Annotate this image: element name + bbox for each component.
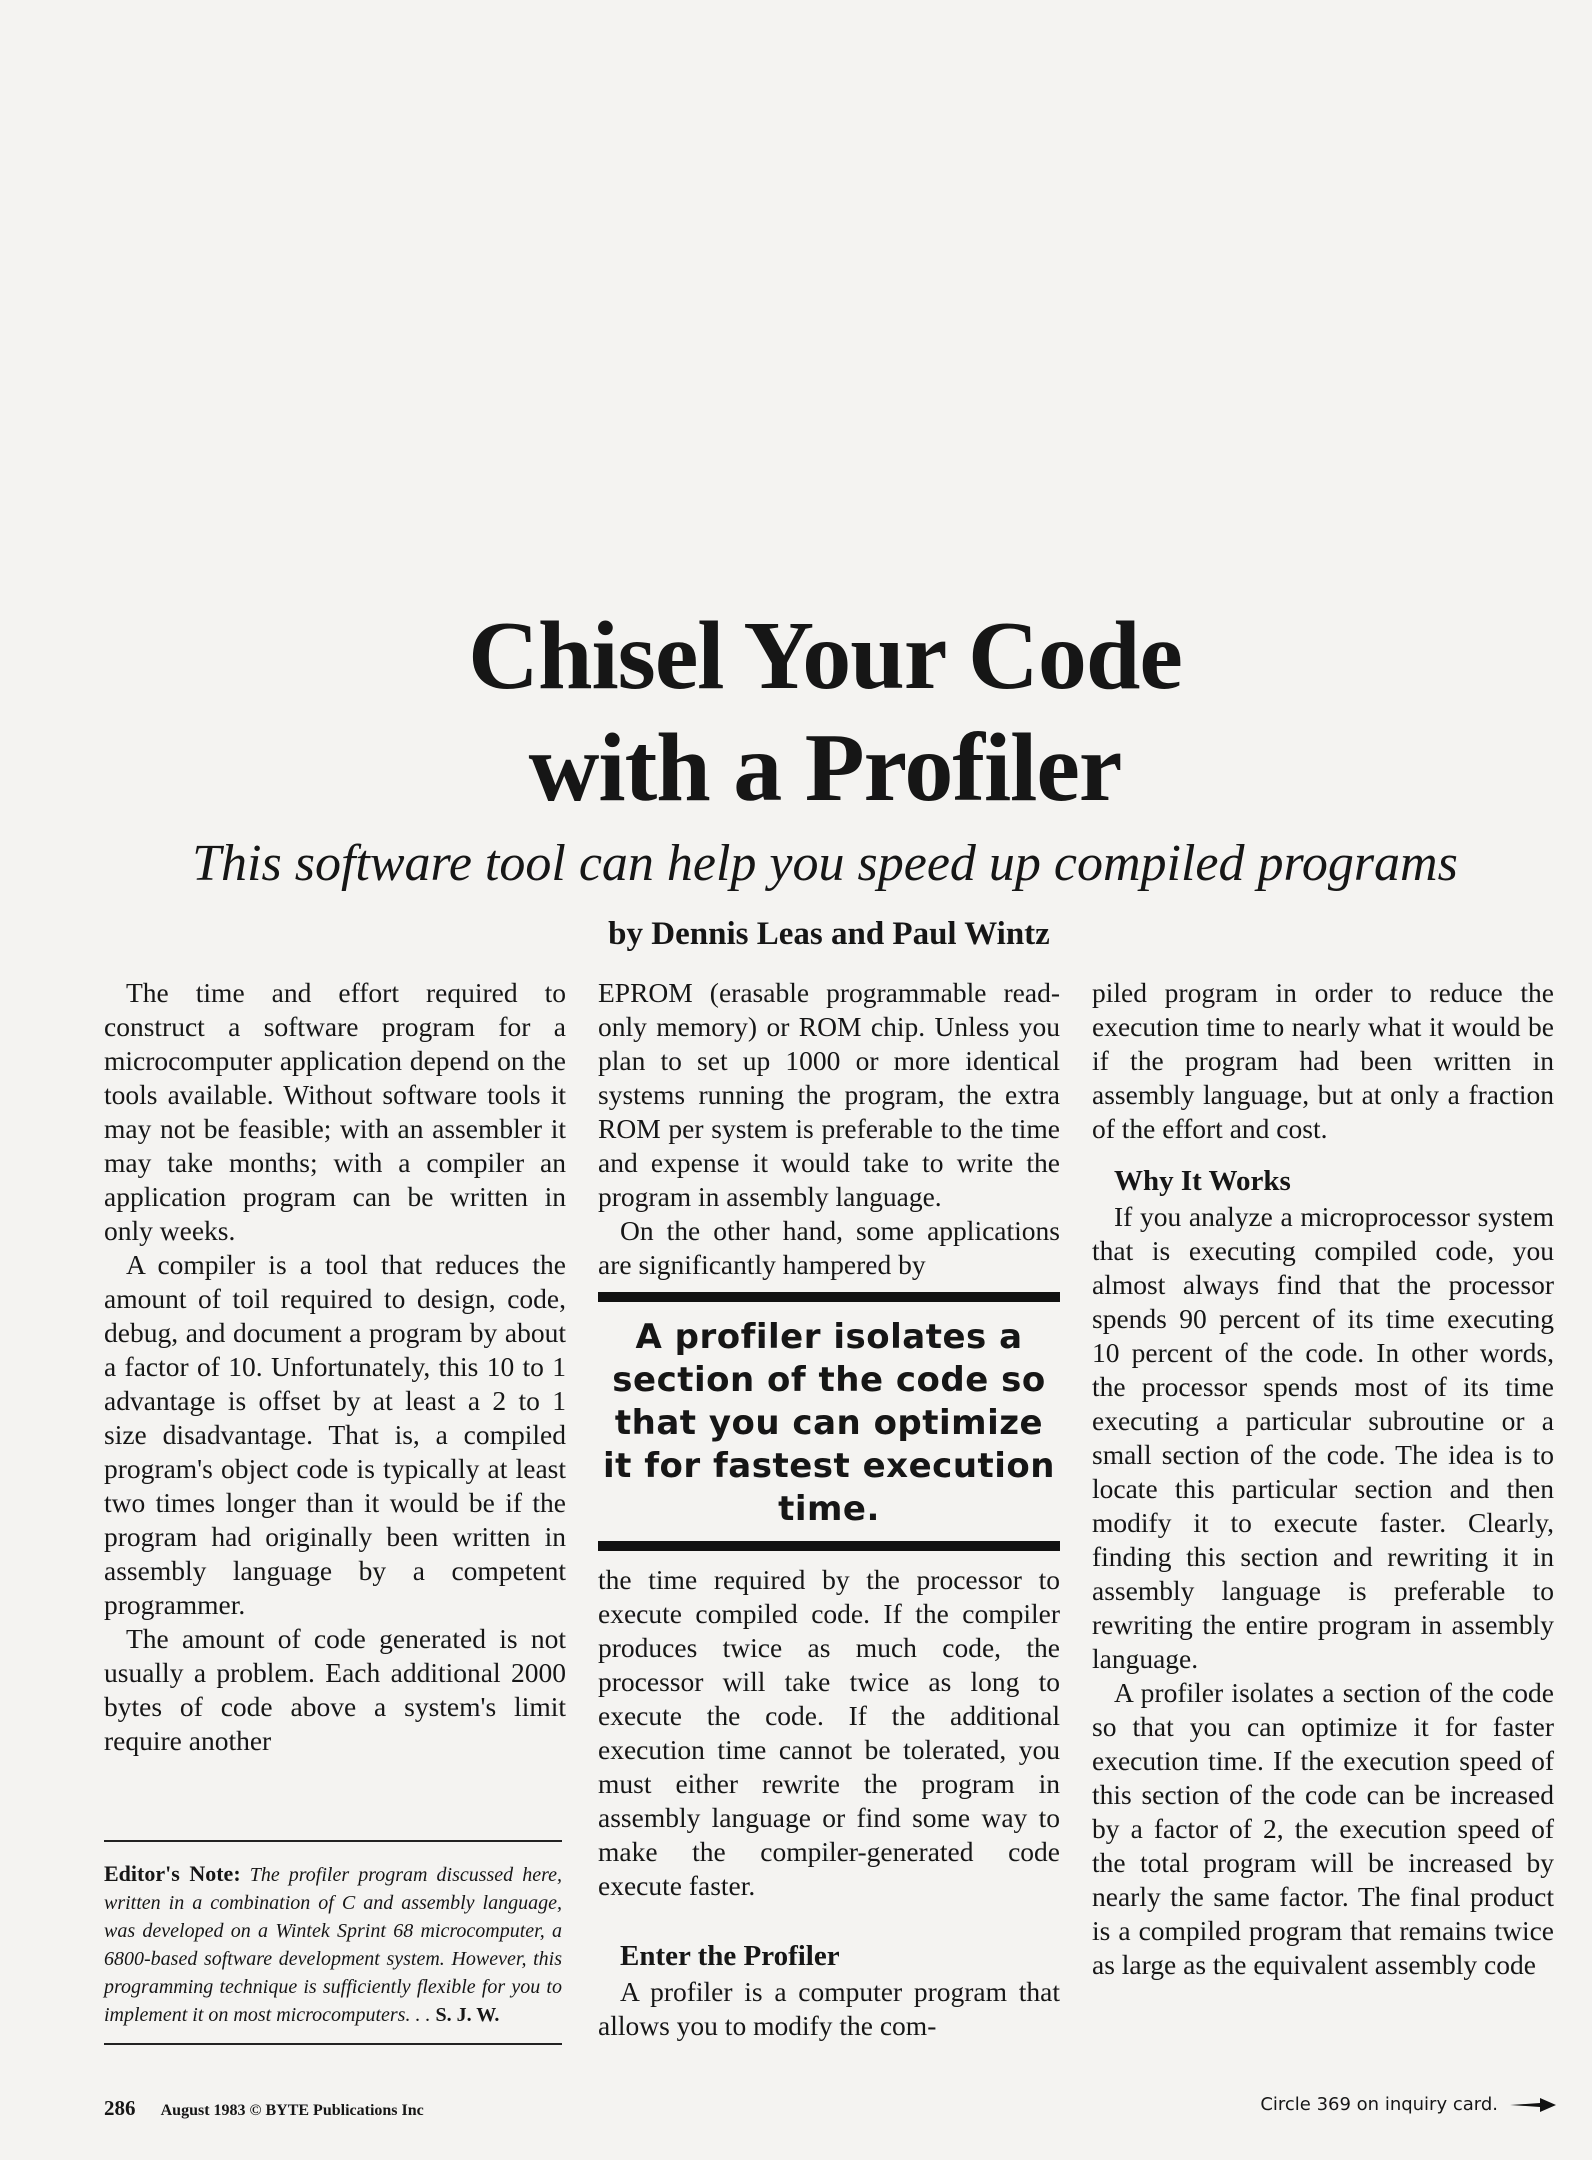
paragraph: A profiler is a computer program that allows you to modify the com- [598, 1976, 1060, 2041]
editors-note [104, 1840, 562, 2045]
editors-note-text: The profiler program discussed here, written in a combination of C and assembly language, was developed on a Wintek Sprint 68 microcomputer, a 6800-based software development system. However, this programming technique is sufficiently flexible for you to implement it on most microcomputers. . . [104, 1864, 563, 2026]
section-heading-why-it-works: Why It Works [1114, 1165, 1291, 1197]
column-1 [104, 976, 566, 1758]
paragraph: A compiler is a tool that reduces the amount of toil required to design, code, debug, and document a program by about a factor of 10. Unfortunately, this 10 to 1 advantage is offset by at least a 2 to 1 size disadvantage. That is, a compiled program's object code is typically at least two times longer than it would be if the program had originally been written in assembly language by a competent programmer. [104, 1249, 566, 1620]
issue-credit: August 1983 © BYTE Publications Inc [160, 2102, 424, 2119]
paragraph: piled program in order to reduce the execution time to nearly what it would be if the program had been written in assembly language, but at only a fraction of the effort and cost. [1092, 977, 1554, 1144]
paragraph: On the other hand, some applications are significantly hampered by [598, 1215, 1060, 1280]
paragraph: If you analyze a microprocessor system that is executing compiled code, you almost always find that the processor spends 90 percent of its time executing 10 percent of the code. In other words, the processor spends most of its time executing a particular subroutine or a small section of the code. The idea is to locate this particular section and then modify it to execute faster. Clearly, finding this section and rewriting it in assembly language is preferable to rewriting the entire program in assembly language. [1092, 1201, 1554, 1674]
inquiry-note [1260, 2094, 1556, 2115]
paragraph: EPROM (erasable programmable read-only memory) or ROM chip. Unless you plan to set up 1000 or more identical systems running the program, the extra ROM per system is preferable to the time and expense it would take to write the program in assembly language. [598, 977, 1060, 1212]
byline: by Dennis Leas and Paul Wintz [608, 916, 1050, 952]
page-footer [104, 2096, 424, 2121]
editors-note-label: Editor's Note: [104, 1861, 241, 1886]
paragraph: the time required by the processor to execute compiled code. If the compiler produces twice as much code, the processor will take twice as long to execute the code. If the additional execution time cannot be tolerated, you must either rewrite the program in assembly language or find some way to make the compiler-generated code execute faster. [598, 1564, 1060, 1901]
title-line-1: Chisel Your Code [468, 602, 1182, 710]
page-number: 286 [104, 2096, 136, 2120]
right-arrow-icon [1510, 2097, 1556, 2113]
column-3 [1092, 976, 1554, 1982]
inquiry-text: Circle 369 on inquiry card. [1260, 2094, 1498, 2115]
paragraph: A profiler isolates a section of the code so that you can optimize it for faster execution time. If the execution speed of this section of the code can be increased by a factor of 2, the execution speed of the total program will be increased by nearly the same factor. The final product is a compiled program that remains twice as large as the equivalent assembly code [1092, 1677, 1554, 1980]
column-2 [598, 976, 1060, 2043]
editors-note-signature: S. J. W. [435, 2004, 500, 2026]
paragraph: The time and effort required to construct a software program for a microcomputer application depend on the tools available. Without software tools it may not be feasible; with an assembler it may take months; with a compiler an application program can be written in only weeks. [104, 977, 566, 1246]
article-subtitle: This software tool can help you speed up compiled programs [192, 835, 1458, 892]
paragraph: The amount of code generated is not usually a problem. Each additional 2000 bytes of code above a system's limit require another [104, 1623, 566, 1756]
pull-quote: A profiler isolates a section of the code so that you can optimize it for fastest execution time. [598, 1292, 1060, 1551]
title-line-2: with a Profiler [528, 714, 1122, 822]
article-title [0, 600, 1592, 824]
section-heading-enter-the-profiler: Enter the Profiler [620, 1940, 840, 1972]
